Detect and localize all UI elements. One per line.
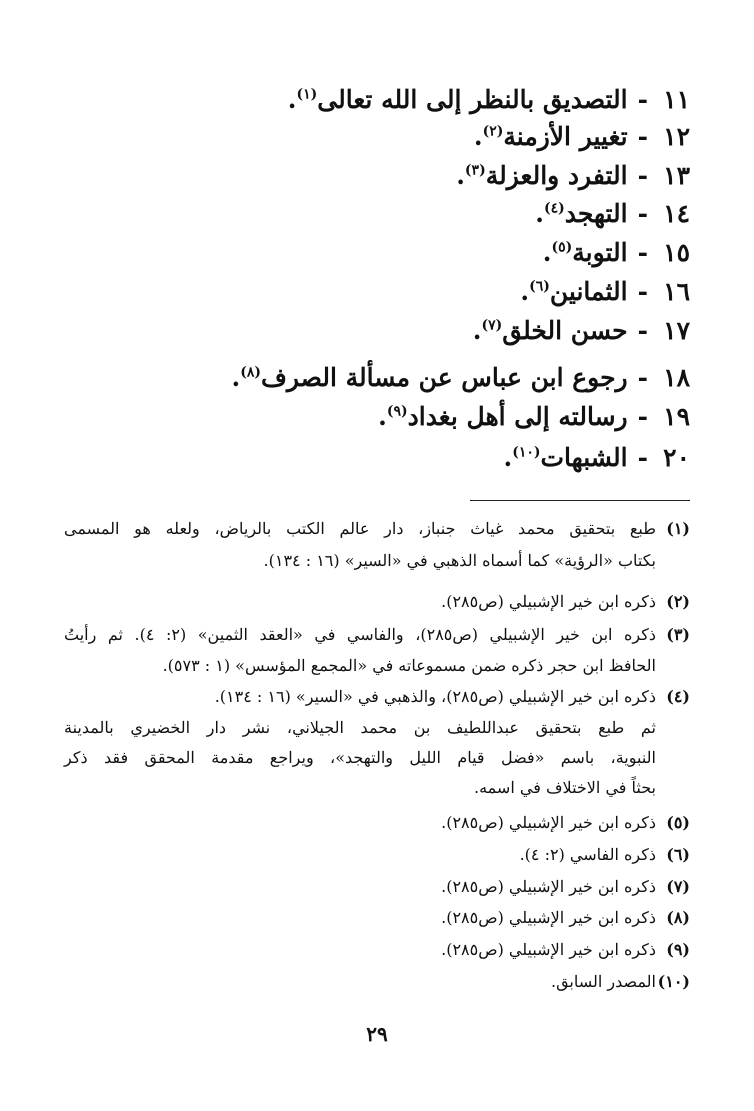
footnote-3: (٣)ذكره ابن خير الإشبيلي (ص٢٨٥)، والفاسي في «العقد الثمين» (٢: ٤). ثم رأيتُ [64,625,690,644]
list-item: ١٥-التوبة$^{(٥)}$. [542,238,690,267]
footnote-1: (١)طبع بتحقيق محمد غياث جنباز، دار عالم الكتب بالرياض، ولعله هو المسمى [64,519,690,538]
footnote-4-continuation: ثم طبع بتحقيق عبداللطيف بن محمد الجيلاني، نشر دار الخضيري بالمدينة [64,718,656,737]
footnote-1-continuation: بكتاب «الرؤية» كما أسماه الذهبي في «السير» (١٦ : ١٣٤). [263,551,656,570]
footnote-4-continuation: النبوية، باسم «فضل قيام الليل والتهجد»، ويراجع مقدمة المحقق فقد ذكر [64,748,656,767]
footnote-7: (٧)ذكره ابن خير الإشبيلي (ص٢٨٥). [441,877,690,896]
footnote-separator [470,500,690,501]
footnote-4-continuation: بحثاً في الاختلاف في اسمه. [474,778,656,797]
list-item: ١٧-حسن الخلق$^{(٧)}$. [472,316,690,345]
footnote-8: (٨)ذكره ابن خير الإشبيلي (ص٢٨٥). [441,908,690,927]
page-number: ٢٩ [366,1022,388,1046]
list-item: ١٩-رسالته إلى أهل بغداد$^{(٩)}$. [378,402,690,431]
footnote-3-continuation: الحافظ ابن حجر ذكره ضمن مسموعاته في «المجمع المؤسس» (١ : ٥٧٣). [162,656,656,675]
footnote-6: (٦)ذكره الفاسي (٢: ٤). [519,845,690,864]
footnote-4: (٤)ذكره ابن خير الإشبيلي (ص٢٨٥)، والذهبي في «السير» (١٦ : ١٣٤). [214,687,690,706]
footnote-5: (٥)ذكره ابن خير الإشبيلي (ص٢٨٥). [441,813,690,832]
list-item: ١٨-رجوع ابن عباس عن مسألة الصرف$^{(٨)}$. [231,363,690,392]
list-item: ١٢-تغيير الأزمنة$^{(٢)}$. [473,122,690,151]
footnote-10: (١٠)المصدر السابق. [550,972,690,991]
list-item: ١٤-التهجد$^{(٤)}$. [535,199,690,228]
list-item: ١٦-الثمانين$^{(٦)}$. [520,277,690,306]
footnote-2: (٢)ذكره ابن خير الإشبيلي (ص٢٨٥). [441,592,690,611]
footnote-9: (٩)ذكره ابن خير الإشبيلي (ص٢٨٥). [441,940,690,959]
list-item: ١١-التصديق بالنظر إلى الله تعالى$^{(١)}$. [287,85,690,114]
list-item: ١٣-التفرد والعزلة$^{(٣)}$. [456,161,690,190]
list-item: ٢٠-الشبهات$^{(١٠)}$. [503,443,690,472]
